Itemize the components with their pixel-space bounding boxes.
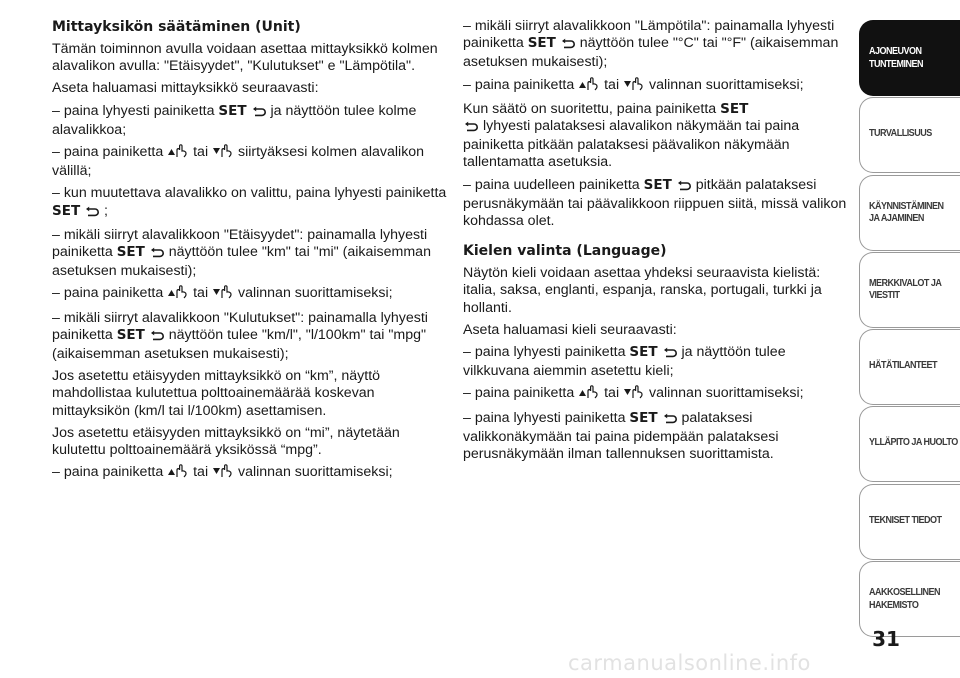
- set-button-label: SET: [629, 344, 658, 361]
- paragraph: Näytön kieli voidaan asettaa yhdeksi seuraavista kielistä: italia, saksa, englanti, espanja, ranska, portugali, turkki ja hollanti.: [463, 265, 822, 316]
- return-arrow-icon: [251, 105, 267, 122]
- return-arrow-icon: [662, 346, 678, 363]
- set-button-label: SET: [218, 102, 247, 119]
- tab-tekniset-tiedot[interactable]: [859, 484, 960, 560]
- paragraph: – paina painiketta tai valinnan suorittamiseksi;: [463, 77, 853, 96]
- set-button-label: SET: [116, 244, 145, 261]
- section-heading-language: Kielen valinta (Language): [463, 243, 667, 260]
- down-arrow-hand-icon: [623, 77, 645, 96]
- return-arrow-icon: [662, 412, 678, 429]
- paragraph: – paina lyhyesti painiketta SET palataksesi valikkonäkymään tai paina pidempään palataksesi perusnäkymään ilman tallennuksen suorittamista.: [463, 409, 779, 463]
- tab-merkkivalot[interactable]: [859, 252, 960, 328]
- tab-label: KÄYNNISTÄMINEN JA AJAMINEN: [869, 199, 944, 225]
- return-arrow-icon: [676, 179, 692, 196]
- tab-yllapito[interactable]: [859, 406, 960, 482]
- set-button-label: SET: [643, 176, 672, 193]
- tab-hakemisto[interactable]: [859, 561, 960, 637]
- return-arrow-icon: [149, 246, 165, 263]
- right-column: [463, 18, 853, 468]
- paragraph: – mikäli siirryt alavalikkoon "Etäisyydet": painamalla lyhyesti painiketta SET näyttöön tulee "km" tai "mi" (aikaisemman asetuksen mukaisesti);: [52, 226, 431, 280]
- set-button-label: SET: [116, 326, 145, 343]
- watermark: carmanualsonline.info: [568, 651, 811, 675]
- down-arrow-hand-icon: [212, 144, 234, 163]
- set-button-label: SET: [629, 409, 658, 426]
- paragraph: – paina uudelleen painiketta SET pitkään palataksesi perusnäkymään tai päävalikkoon riippuen siitä, missä valikon kohdassa olet.: [463, 176, 847, 230]
- return-arrow-icon: [463, 120, 479, 137]
- paragraph: Aseta haluamasi mittayksikkö seuraavasti:: [52, 80, 319, 97]
- up-arrow-hand-icon: [167, 464, 189, 483]
- paragraph: – mikäli siirryt alavalikkoon "Kulutukset": painamalla lyhyesti painiketta SET näyttöön tulee "km/l", "l/100km" tai "mpg" (aikaisemman asetuksen mukaisesti);: [52, 309, 428, 363]
- paragraph: Kun säätö on suoritettu, paina painiketta SET lyhyesti palataksesi alavalikon näkymään tai paina painiketta pitkään palataksesi päävalikon näkymään tallentamatta asetuksia.: [463, 100, 800, 171]
- tab-label: MERKKIVALOT JA VIESTIT: [869, 276, 942, 302]
- tab-label: YLLÄPITO JA HUOLTO: [869, 436, 958, 449]
- paragraph: Aseta haluamasi kieli seuraavasti:: [463, 321, 677, 338]
- chapter-tabs: [859, 20, 960, 638]
- down-arrow-hand-icon: [623, 385, 645, 404]
- section-heading-unit: Mittayksikön säätäminen (Unit): [52, 19, 301, 35]
- up-arrow-hand-icon: [578, 385, 600, 404]
- tab-kaynnistaminen[interactable]: [859, 175, 960, 251]
- up-arrow-hand-icon: [578, 77, 600, 96]
- paragraph: – kun muutettava alavalikko on valittu, paina lyhyesti painiketta SET ;: [52, 185, 448, 221]
- paragraph: Jos asetettu etäisyyden mittayksikkö on “mi”, näytetään kulutettu polttoainemäärä yksikössä “mpg”.: [52, 424, 400, 459]
- paragraph: – paina painiketta tai valinnan suorittamiseksi;: [52, 464, 448, 483]
- left-column: [52, 18, 448, 488]
- tab-ajoneuvon-tunteminen[interactable]: [859, 20, 960, 96]
- up-arrow-hand-icon: [167, 285, 189, 304]
- set-button-label: SET: [527, 35, 556, 52]
- paragraph: Jos asetettu etäisyyden mittayksikkö on “km”, näyttö mahdollistaa kulutettua polttoainemäärää koskevan mittayksikön (km/l tai l/100km) asettamisen.: [52, 368, 381, 419]
- page-number: 31: [872, 627, 900, 651]
- return-arrow-icon: [560, 37, 576, 54]
- tab-label: HÄTÄTILANTEET: [869, 359, 938, 372]
- set-button-label: SET: [52, 202, 81, 219]
- return-arrow-icon: [149, 329, 165, 346]
- paragraph: – mikäli siirryt alavalikkoon "Lämpötila": painamalla lyhyesti painiketta SET näyttöön tulee "°C" tai "°F" (aikaisemman asetuksen mukaisesti);: [463, 18, 839, 71]
- down-arrow-hand-icon: [212, 464, 234, 483]
- tab-label: TEKNISET TIEDOT: [869, 513, 942, 526]
- tab-label: AAKKOSELLINEN HAKEMISTO: [869, 586, 941, 611]
- paragraph: – paina lyhyesti painiketta SET ja näyttöön tulee kolme alavalikkoa;: [52, 102, 417, 138]
- paragraph: – paina painiketta tai valinnan suorittamiseksi;: [52, 285, 448, 304]
- paragraph: – paina painiketta tai valinnan suorittamiseksi;: [463, 385, 853, 404]
- paragraph: Tämän toiminnon avulla voidaan asettaa mittayksikkö kolmen alavalikon avulla: "Etäisyydet", "Kulutukset" e "Lämpötila".: [52, 41, 438, 75]
- up-arrow-hand-icon: [167, 144, 189, 163]
- tab-label: TURVALLISUUS: [869, 127, 932, 140]
- down-arrow-hand-icon: [212, 285, 234, 304]
- paragraph: – paina painiketta tai siirtyäksesi kolmen alavalikon välillä;: [52, 144, 425, 180]
- set-button-label: SET: [720, 100, 749, 117]
- tab-hatatilanteet[interactable]: [859, 329, 960, 405]
- paragraph: – paina lyhyesti painiketta SET ja näyttöön tulee vilkkuvana aiemmin asetettu kieli;: [463, 344, 786, 380]
- tab-label: AJONEUVON TUNTEMINEN: [869, 45, 924, 70]
- return-arrow-icon: [84, 205, 100, 222]
- tab-turvallisuus[interactable]: [859, 97, 960, 173]
